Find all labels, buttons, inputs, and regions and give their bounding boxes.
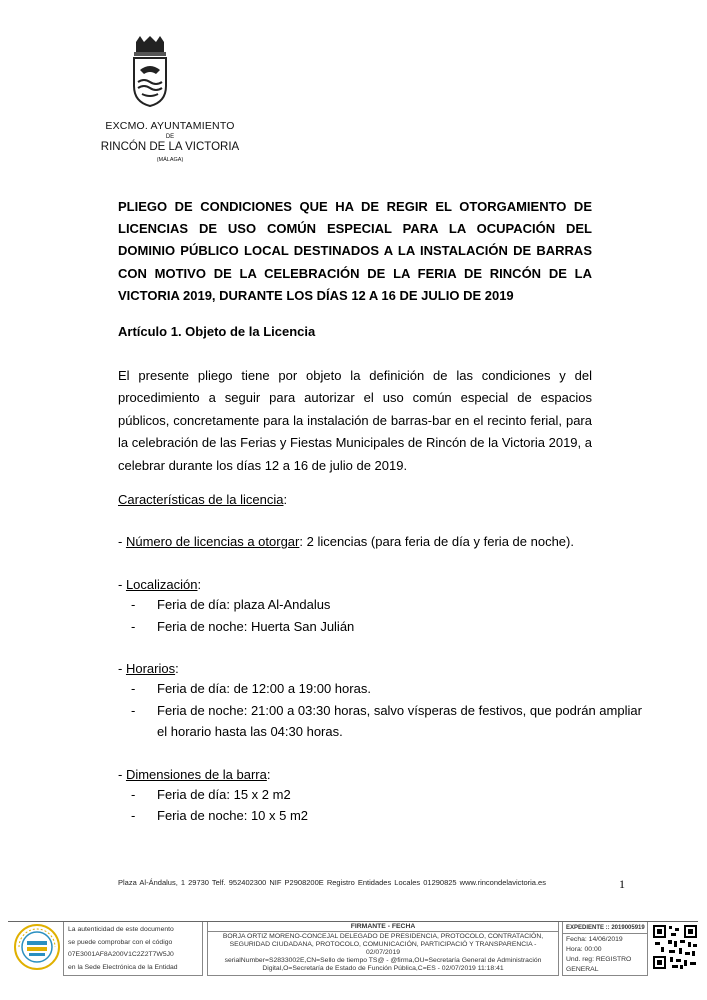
und-reg: Und. reg: REGISTRO GENERAL	[566, 956, 632, 973]
loc-colon: :	[197, 577, 202, 592]
num-label: Número de licencias a otorgar	[125, 534, 300, 549]
num-licencias	[118, 533, 574, 551]
loc-item: Feria de día: plaza Al-Andalus	[157, 597, 331, 612]
header-line2: DE	[165, 134, 175, 140]
dimensiones	[118, 766, 270, 784]
document-title: PLIEGO DE CONDICIONES QUE HA DE REGIR EL OTORGAMIENTO DE LICENCIAS DE USO COMÚN ESPECIAL PARA LA OCUPACIÓN DEL DOMINIO PÚBLICO LOCAL DESTINADOS A LA INSTALACIÓN DE BARRAS CON MOTIVO DE LA CELEBRACIÓN DE LA FERIA DE RINCÓN DE LA VICTORIA 2019, DURANTE LOS DÍAS 12 A 16 DE JULIO DE 2019	[118, 199, 592, 303]
dim-prefix: -	[118, 767, 126, 782]
bullet-dash: -	[131, 808, 136, 823]
seal-logo	[13, 923, 61, 971]
signer-box	[207, 922, 559, 976]
hor-colon: :	[175, 661, 179, 676]
hor-label: Horarios	[125, 661, 176, 676]
coat-of-arms-logo	[128, 36, 172, 108]
bullet-dash: -	[131, 681, 136, 696]
signature-stamp	[8, 921, 698, 977]
loc-label: Localización	[125, 577, 198, 592]
hor-item: Feria de día: de 12:00 a 19:00 horas.	[157, 681, 371, 696]
signer-line: Digital,O=Secretaría de Estado de Función Pública,C=ES - 02/07/2019 11:18:41	[262, 965, 504, 972]
localizacion	[118, 576, 201, 594]
auth-line: La autenticidad de este documento	[68, 926, 174, 933]
signer-line: serialNumber=S2833002E,CN=Sello de tiempo TS@ - @firma,OU=Secretaría General de Administración	[224, 957, 542, 964]
article-heading: Artículo 1. Objeto de la Licencia	[118, 324, 316, 339]
hor-item-cont: el horario hasta las 04:30 horas.	[157, 724, 343, 739]
expediente-box	[562, 922, 648, 976]
auth-code: 07E3001AF8A200V1C2Z2T7W5J0	[68, 951, 174, 958]
bullet-dash: -	[131, 619, 136, 634]
footer-address: Plaza Al-Ándalus, 1 29730 Telf. 952402300 NIF P2908200E Registro Entidades Locales 01290825 www.rincondelavictoria.es	[118, 878, 546, 887]
dim-item: Feria de día: 15 x 2 m2	[157, 787, 291, 802]
dim-colon: :	[266, 767, 271, 782]
auth-line: se puede comprobar con el código	[68, 938, 173, 946]
hora: Hora: 00:00	[566, 946, 602, 953]
hor-item: Feria de noche: 21:00 a 03:30 horas, salvo vísperas de festivos, que podrán ampliar	[157, 703, 642, 718]
dim-item: Feria de noche: 10 x 5 m2	[157, 808, 309, 823]
signer-line: BORJA ORTIZ MORENO-CONCEJAL DELEGADO DE PRESIDENCIA, PROTOCOLO, CONTRATACIÓN,	[222, 933, 544, 940]
num-prefix: -	[118, 534, 126, 549]
signer-line: 02/07/2019	[365, 949, 401, 956]
auth-line: en la Sede Electrónica de la Entidad	[68, 963, 178, 971]
article-paragraph: El presente pliego tiene por objeto la definición de las condiciones y del procedimiento a seguir para autorizar el uso común especial de espacios públicos, concretamente para la instalación de barras-bar en el recinto ferial, para la celebración de las Ferias y Fiestas Municipales de Rincón de la Victoria 2019, a celebrar durante los días 12 a 16 de julio de 2019.	[118, 368, 592, 473]
auth-box	[63, 922, 203, 976]
hor-prefix: -	[118, 661, 126, 676]
dim-label: Dimensiones de la barra	[125, 767, 267, 782]
signer-header: FIRMANTE - FECHA	[208, 922, 558, 932]
expediente: EXPEDIENTE :: 2019005919	[563, 923, 647, 934]
fecha: Fecha: 14/06/2019	[566, 936, 623, 943]
header-line4: (MÁLAGA)	[156, 157, 184, 163]
bullet-dash: -	[131, 703, 136, 718]
page-number: 1	[619, 877, 625, 891]
qr-code-icon	[652, 924, 698, 970]
bullet-dash: -	[131, 597, 136, 612]
characteristics-heading	[118, 491, 287, 509]
loc-prefix: -	[118, 577, 126, 592]
characteristics-heading-text: Características de la licencia	[118, 492, 284, 507]
header-line3: RINCÓN DE LA VICTORIA	[100, 141, 240, 153]
loc-item: Feria de noche: Huerta San Julián	[157, 619, 355, 634]
bullet-dash: -	[131, 787, 136, 802]
signer-line: SEGURIDAD CIUDADANA, PROTOCOLO, COMUNICACIÓN, PARTICIPACIÓ Y TRANSPARENCIA -	[229, 941, 537, 948]
header-line1: EXCMO. AYUNTAMIENTO	[105, 120, 235, 132]
horarios	[118, 660, 179, 678]
characteristics-colon: :	[283, 492, 288, 507]
num-value: : 2 licencias (para feria de día y feria de noche).	[299, 534, 574, 549]
